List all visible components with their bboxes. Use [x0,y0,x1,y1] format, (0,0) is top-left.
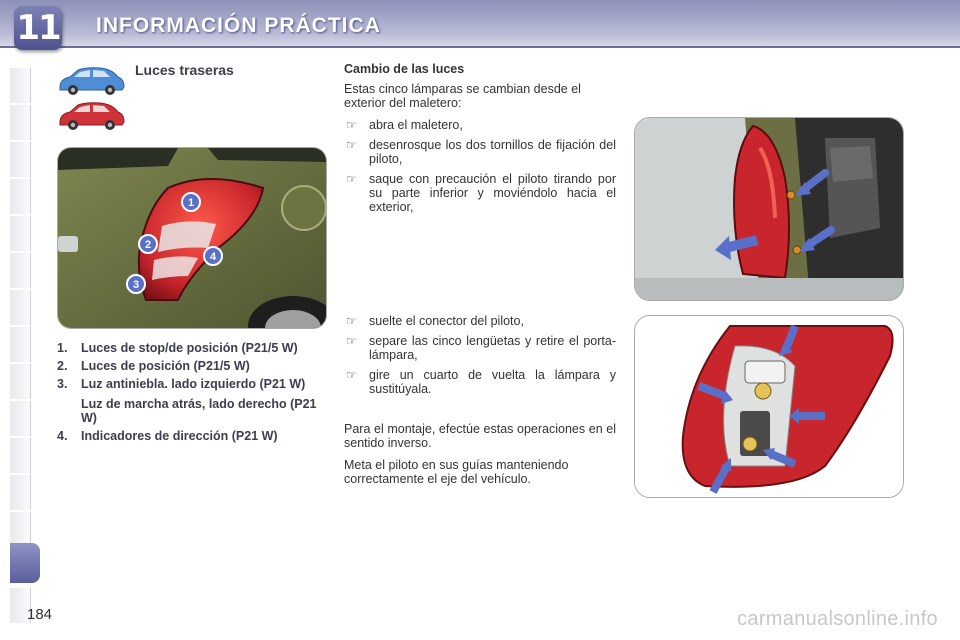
chapter-badge: 11 [14,6,62,50]
chapter-tab[interactable] [10,142,31,177]
legend-text: Indicadores de dirección (P21 W) [81,429,278,443]
page-title: INFORMACIÓN PRÁCTICA [96,14,381,37]
chapter-tab[interactable] [10,290,31,325]
chapter-tab[interactable] [10,401,31,436]
legend-item [57,341,327,355]
chapter-tab[interactable] [10,438,31,473]
legend-extra-text: Luz de marcha atrás, lado derecho (P21 W) [81,397,317,425]
blue-car-icon [56,65,126,97]
boot-lamp-illustration [635,118,903,300]
page-number: 184 [27,606,53,623]
hand-pointer-icon: ☞ [346,334,357,348]
step-text: separe las cinco lengüetas y retire el porta-lámpara, [369,334,616,362]
step-text: saque con precaución el piloto tirando por su parte inferior y moviéndolo hacia el exterior, [369,172,616,214]
lamp-holder-photo [634,315,904,498]
callout-4: 4 [209,251,217,263]
hand-pointer-icon: ☞ [346,118,357,132]
chapter-tab[interactable] [10,216,31,251]
legend-number: 4. [57,429,68,443]
callout-3: 3 [132,279,140,291]
legend-number: 1. [57,341,68,355]
chapter-tab[interactable] [10,512,31,547]
legend-number: 3. [57,377,68,391]
steps-list-a [344,118,616,214]
step-text: gire un cuarto de vuelta la lámpara y sustitúyala. [369,368,616,396]
hand-pointer-icon: ☞ [346,368,357,382]
chapter-tab[interactable] [10,253,31,288]
step-item [344,118,616,132]
legend-item [57,377,327,425]
rear-lamp-photo [57,147,327,329]
legend-text: Luz antiniebla. lado izquierdo (P21 W) [81,377,306,391]
legend-text: Luces de stop/de posición (P21/5 W) [81,341,298,355]
bulb-legend [57,341,327,447]
step-item [344,314,616,328]
chapter-tab[interactable] [10,105,31,140]
chapter-tab[interactable] [10,475,31,510]
reassembly-note: Para el montaje, efectúe estas operaciones en el sentido inverso. [344,422,616,450]
hand-pointer-icon: ☞ [346,138,357,152]
callout-1: 1 [187,197,195,209]
rear-lamp-illustration [58,148,326,328]
boot-lamp-photo [634,117,904,301]
step-item [344,334,616,362]
watermark: carmanualsonline.info [737,608,938,630]
procedure-intro: Estas cinco lámparas se cambian desde el exterior del maletero: [344,82,581,110]
alignment-note: Meta el piloto en sus guías manteniendo correctamente el eje del vehículo. [344,458,569,486]
red-car-icon [56,100,126,132]
step-item [344,368,616,396]
step-text: desenrosque los dos tornillos de fijación del piloto, [369,138,616,166]
step-text: abra el maletero, [369,118,463,132]
chapter-tab-active[interactable] [10,543,40,583]
legend-text: Luces de posición (P21/5 W) [81,359,250,373]
step-text: suelte el conector del piloto, [369,314,524,328]
procedure-heading: Cambio de las luces [344,62,465,76]
chapter-tab[interactable] [10,68,31,103]
header-rule [0,46,960,48]
callout-2: 2 [144,239,152,251]
step-item [344,172,616,214]
hand-pointer-icon: ☞ [346,314,357,328]
procedure-column [344,62,616,220]
step-item [344,138,616,166]
lamp-holder-illustration [635,316,903,497]
chapter-tab[interactable] [10,364,31,399]
chapter-tab[interactable] [10,327,31,362]
chapter-tab[interactable] [10,179,31,214]
legend-number: 2. [57,359,68,373]
legend-item [57,429,327,443]
section-title: Luces traseras [135,62,234,78]
hand-pointer-icon: ☞ [346,172,357,186]
legend-item [57,359,327,373]
chapter-tabs [10,68,32,573]
procedure-column-lower [344,314,616,494]
steps-list-b [344,314,616,396]
